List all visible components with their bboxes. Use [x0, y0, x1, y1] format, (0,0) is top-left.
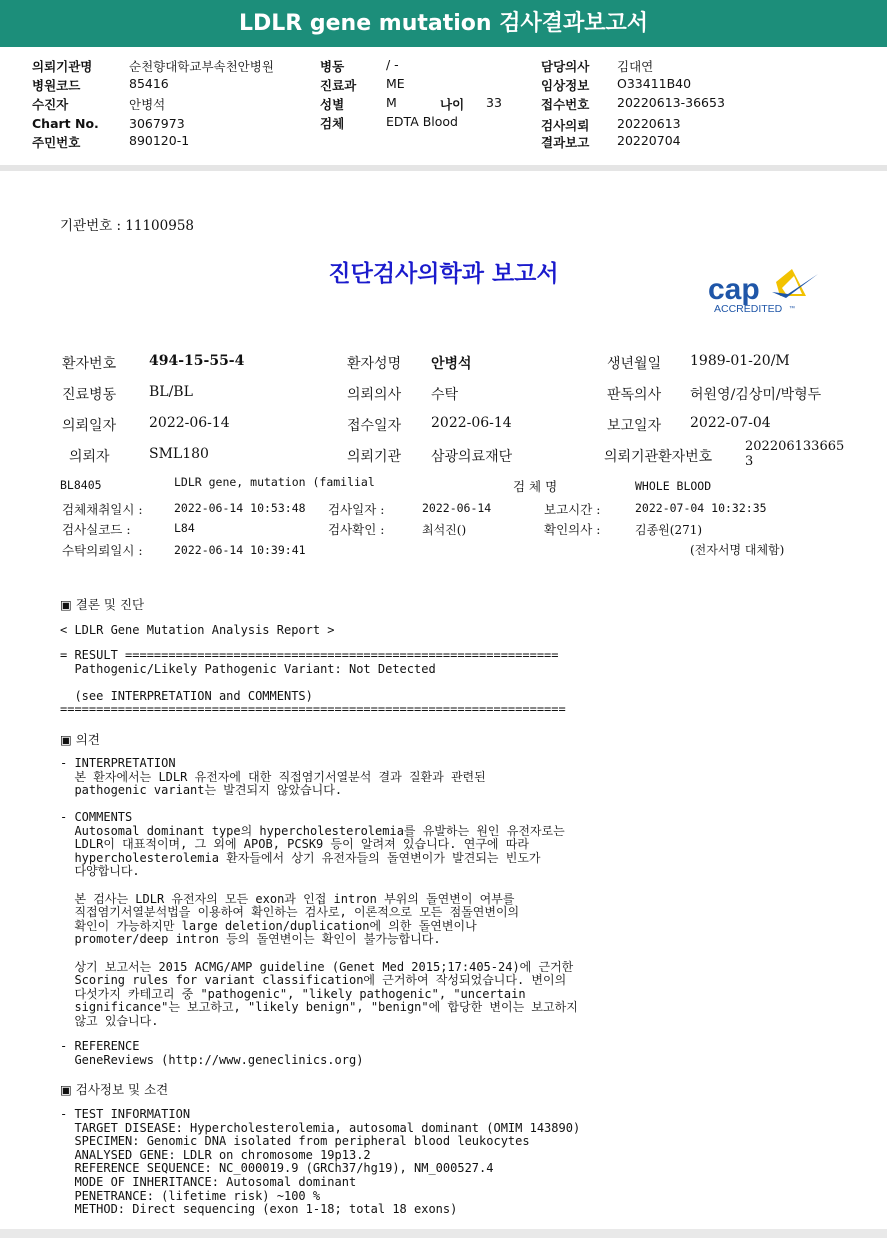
summary-header — [0, 47, 887, 165]
header-label: 의뢰기관명 — [32, 59, 93, 74]
header-value: 33 — [486, 95, 502, 110]
analysis-report-title: < LDLR Gene Mutation Analysis Report > — [60, 623, 335, 637]
patient-value: 수탁 — [431, 387, 459, 403]
header-value: ME — [386, 76, 405, 91]
patient-label: 진료병동 — [62, 387, 117, 403]
header-value: EDTA Blood — [386, 114, 458, 129]
patient-label: 의뢰의사 — [347, 387, 402, 403]
reporttime-label: 보고시간 : — [544, 502, 601, 517]
header-label: 검사의뢰 — [541, 118, 590, 133]
header-label: 임상정보 — [541, 78, 590, 93]
header-value: 890120-1 — [129, 133, 190, 148]
cap-logo-subtext: ACCREDITED — [714, 303, 783, 315]
header-label: 검체 — [320, 116, 345, 131]
header-value: 3067973 — [129, 116, 185, 131]
reference-block: - REFERENCE GeneReviews (http://www.geneclinics.org) — [60, 1039, 364, 1067]
report-header-title: LDLR gene mutation 검사결과보고서 — [238, 11, 648, 36]
header-label: 결과보고 — [541, 135, 590, 150]
header-value: 85416 — [129, 76, 169, 91]
patient-label: 생년월일 — [607, 356, 662, 372]
patient-label: 의뢰기관환자번호 — [604, 449, 713, 465]
room-value: L84 — [174, 521, 195, 535]
collect-label: 검체채취일시 : — [62, 502, 143, 517]
patient-label: 보고일자 — [607, 418, 662, 434]
patient-label: 환자성명 — [347, 356, 402, 372]
report-title: 진단검사의학과 보고서 — [328, 260, 559, 287]
header-value: 안병석 — [129, 97, 166, 112]
patient-value: 안병석 — [431, 356, 472, 372]
header-value: M — [386, 95, 397, 110]
institution-number: 기관번호 : 11100958 — [60, 218, 195, 234]
header-value: O33411B40 — [617, 76, 692, 91]
cap-logo-tm: ™ — [789, 306, 795, 312]
reporttime-value: 2022-07-04 10:32:35 — [635, 501, 767, 515]
specimen-value: WHOLE BLOOD — [635, 479, 712, 493]
specimen-label: 검 체 명 — [513, 479, 558, 494]
header-label: 성별 — [320, 97, 345, 112]
electronic-signature-note: (전자서명 대체함) — [690, 543, 785, 557]
patient-value: 494-15-55-4 — [149, 353, 245, 369]
interpretation-block: - INTERPRETATION 본 환자에서는 LDLR 유전자에 대한 직접염기서열분석 결과 질환과 관련된 pathogenic variant는 발견되지 않았습니다. — [60, 756, 486, 798]
patient-value: 2022-07-04 — [690, 415, 771, 431]
header-label: 나이 — [440, 97, 465, 112]
header-label: 접수번호 — [541, 97, 590, 112]
report-page — [0, 171, 887, 1229]
patient-value: 3 — [745, 454, 754, 469]
collect-value: 2022-06-14 10:53:48 — [174, 501, 306, 515]
header-value: / - — [386, 57, 399, 72]
section-test-info: ▣ 검사정보 및 소견 — [60, 1082, 169, 1097]
section-conclusion: ▣ 결론 및 진단 — [60, 597, 145, 612]
header-label: 담당의사 — [541, 59, 590, 74]
testdate-value: 2022-06-14 — [422, 501, 492, 515]
confirm-value: 최석진() — [422, 523, 467, 537]
header-label: 병동 — [320, 59, 345, 74]
header-label: 주민번호 — [32, 135, 81, 150]
patient-value: 허원영/김상미/박형두 — [690, 387, 822, 403]
patient-label: 의뢰기관 — [347, 449, 402, 465]
patient-value: BL/BL — [149, 384, 193, 400]
doctor-label: 확인의사 : — [544, 522, 601, 537]
header-label: Chart No. — [32, 116, 99, 131]
doctor-value: 김종원(271) — [635, 523, 703, 537]
header-value: 20220613-36653 — [617, 95, 725, 110]
patient-label: 접수일자 — [347, 418, 402, 434]
cap-logo-text: cap — [708, 273, 760, 306]
patient-value: 1989-01-20/M — [690, 353, 790, 369]
patient-value: 202206133665 — [745, 439, 845, 454]
patient-value: SML180 — [149, 446, 209, 462]
test-name: LDLR gene, mutation (familial — [174, 475, 375, 489]
header-label: 진료과 — [320, 78, 357, 93]
header-label: 수진자 — [32, 97, 69, 112]
header-value: 순천향대학교부속천안병원 — [129, 59, 274, 74]
request-value: 2022-06-14 10:39:41 — [174, 543, 306, 557]
patient-value: 2022-06-14 — [431, 415, 512, 431]
header-label: 병원코드 — [32, 78, 81, 93]
patient-label: 의뢰일자 — [62, 418, 117, 434]
request-label: 수탁의뢰일시 : — [62, 543, 143, 558]
patient-label: 판독의사 — [607, 387, 662, 403]
header-value: 20220613 — [617, 116, 681, 131]
patient-label: 의뢰자 — [69, 449, 110, 465]
room-label: 검사실코드 : — [62, 522, 131, 537]
patient-label: 환자번호 — [62, 356, 117, 372]
result-block: = RESULT ============================================================ Pathogenic/Likely Pathogenic Variant: Not Detected (see INTERPRETATION and COMMENTS) ====================================================================== — [60, 648, 566, 717]
patient-value: 삼광의료재단 — [431, 449, 513, 465]
cap-accredited-logo — [706, 266, 821, 316]
testdate-label: 검사일자 : — [328, 502, 385, 517]
test-code: BL8405 — [60, 478, 102, 492]
confirm-label: 검사확인 : — [328, 522, 385, 537]
comments-block: - COMMENTS Autosomal dominant type의 hypercholesterolemia를 유발하는 원인 유전자로는 LDLR이 대표적이며, 그 외에 APOB, PCSK9 등이 알려져 있습니다. 연구에 따라 hypercholesterolemia 환자들에서 상기 유전자들의 돌연변이가 발견되는 빈도가 다양합니다. 본 검사는 LDLR 유전자의 모든 exon과 인접 intron 부위의 돌연변이 여부를 직접염기서열분석법을 이용하여 확인하는 검사로, 이론적으로 모든 점돌연변이의 확인이 가능하지만 large deletion/duplication에 의한 돌연변이나 promoter/deep intron 등의 돌연변이는 확인이 불가능합니다. 상기 보고서는 2015 ACMG/AMP guideline (Genet Med 2015;17:405-24)에 근거한 Scoring rules for variant classification에 근거하여 작성되었습니다. 변이의 다섯가지 카테고리 중 "pathogenic", "likely pathogenic", "uncertain significance"는 보고하고, "likely benign", "benign"에 합당한 변이는 보고하지 않고 있습니다. — [60, 810, 578, 1028]
header-value: 김대연 — [617, 59, 654, 74]
header-value: 20220704 — [617, 133, 681, 148]
patient-value: 2022-06-14 — [149, 415, 230, 431]
report-header-bar — [0, 0, 887, 47]
section-opinion: ▣ 의견 — [60, 732, 100, 747]
test-information-block: - TEST INFORMATION TARGET DISEASE: Hypercholesterolemia, autosomal dominant (OMIM 143890) SPECIMEN: Genomic DNA isolated from peripheral blood leukocytes ANALYSED GENE: LDLR on chromosome 19p13.2 REFERENCE SEQUENCE: NC_000019.9 (GRCh37/hg19), NM_000527.4 MODE OF INHERITANCE: Autosomal dominant PENETRANCE: (lifetime risk) ~100 % METHOD: Direct sequencing (exon 1-18; total 18 exons) — [60, 1107, 581, 1217]
